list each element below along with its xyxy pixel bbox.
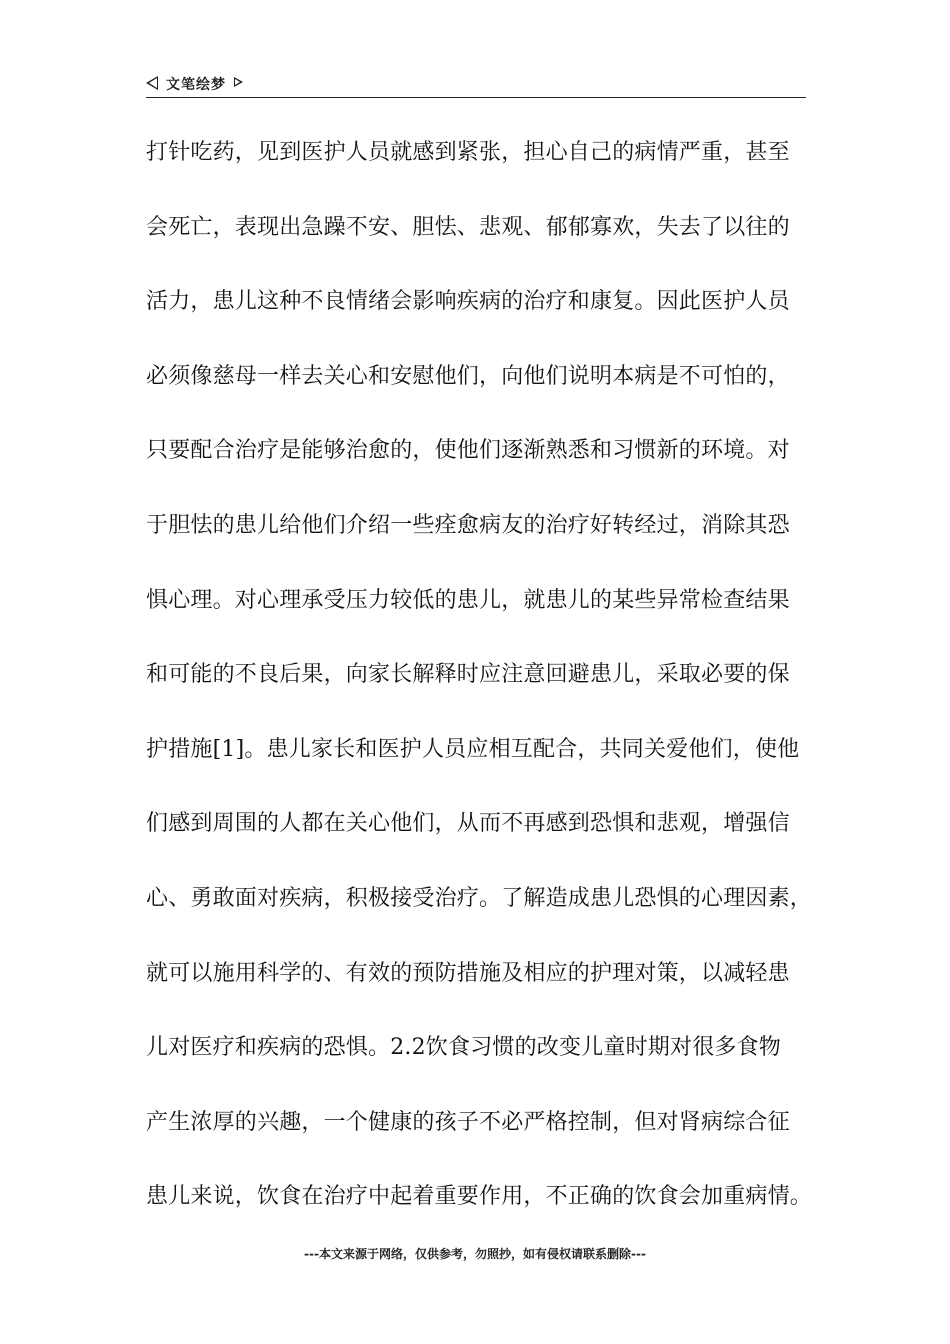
header-brand: 文笔绘梦 [166, 77, 226, 93]
text-line: 会死亡，表现出急躁不安、胆怯、悲观、郁郁寡欢，失去了以往的 [146, 214, 790, 240]
body-text [146, 126, 826, 1245]
footer-notice: ---本文来源于网络，仅供参考，勿照抄，如有侵权请联系删除--- [304, 1247, 646, 1261]
text-line: 儿对医疗和疾病的恐惧。2.2饮食习惯的改变儿童时期对很多食物 [146, 1035, 781, 1061]
text-line: 活力，患儿这种不良情绪会影响疾病的治疗和康复。因此医护人员 [146, 289, 790, 315]
triangle-left-icon [146, 76, 158, 90]
text-line: 必须像慈母一样去关心和安慰他们，向他们说明本病是不可怕的， [146, 363, 790, 389]
text-line: 们感到周围的人都在关心他们，从而不再感到恐惧和悲观，增强信 [146, 811, 790, 837]
page-header [146, 72, 806, 98]
text-line: 心、勇敢面对疾病，积极接受治疗。了解造成患儿恐惧的心理因素， [146, 885, 813, 911]
text-line: 和可能的不良后果，向家长解释时应注意回避患儿，采取必要的保 [146, 662, 790, 688]
text-line: 只要配合治疗是能够治愈的，使他们逐渐熟悉和习惯新的环境。对 [146, 438, 790, 464]
text-line: 于胆怯的患儿给他们介绍一些痊愈病友的治疗好转经过，消除其恐 [146, 512, 790, 538]
text-line: 惧心理。对心理承受压力较低的患儿，就患儿的某些异常检查结果 [146, 587, 790, 613]
header-divider [146, 97, 806, 98]
text-line: 打针吃药，见到医护人员就感到紧张，担心自己的病情严重，甚至 [146, 140, 790, 165]
text-line: 患儿来说，饮食在治疗中起着重要作用，不正确的饮食会加重病情。 [146, 1184, 813, 1210]
triangle-right-icon [234, 77, 243, 87]
text-line: 护措施[1]。患儿家长和医护人员应相互配合，共同关爱他们，使他 [146, 736, 800, 762]
text-line: 产生浓厚的兴趣，一个健康的孩子不必严格控制，但对肾病综合征 [146, 1109, 790, 1135]
text-line: 就可以施用科学的、有效的预防措施及相应的护理对策，以减轻患 [146, 960, 790, 986]
